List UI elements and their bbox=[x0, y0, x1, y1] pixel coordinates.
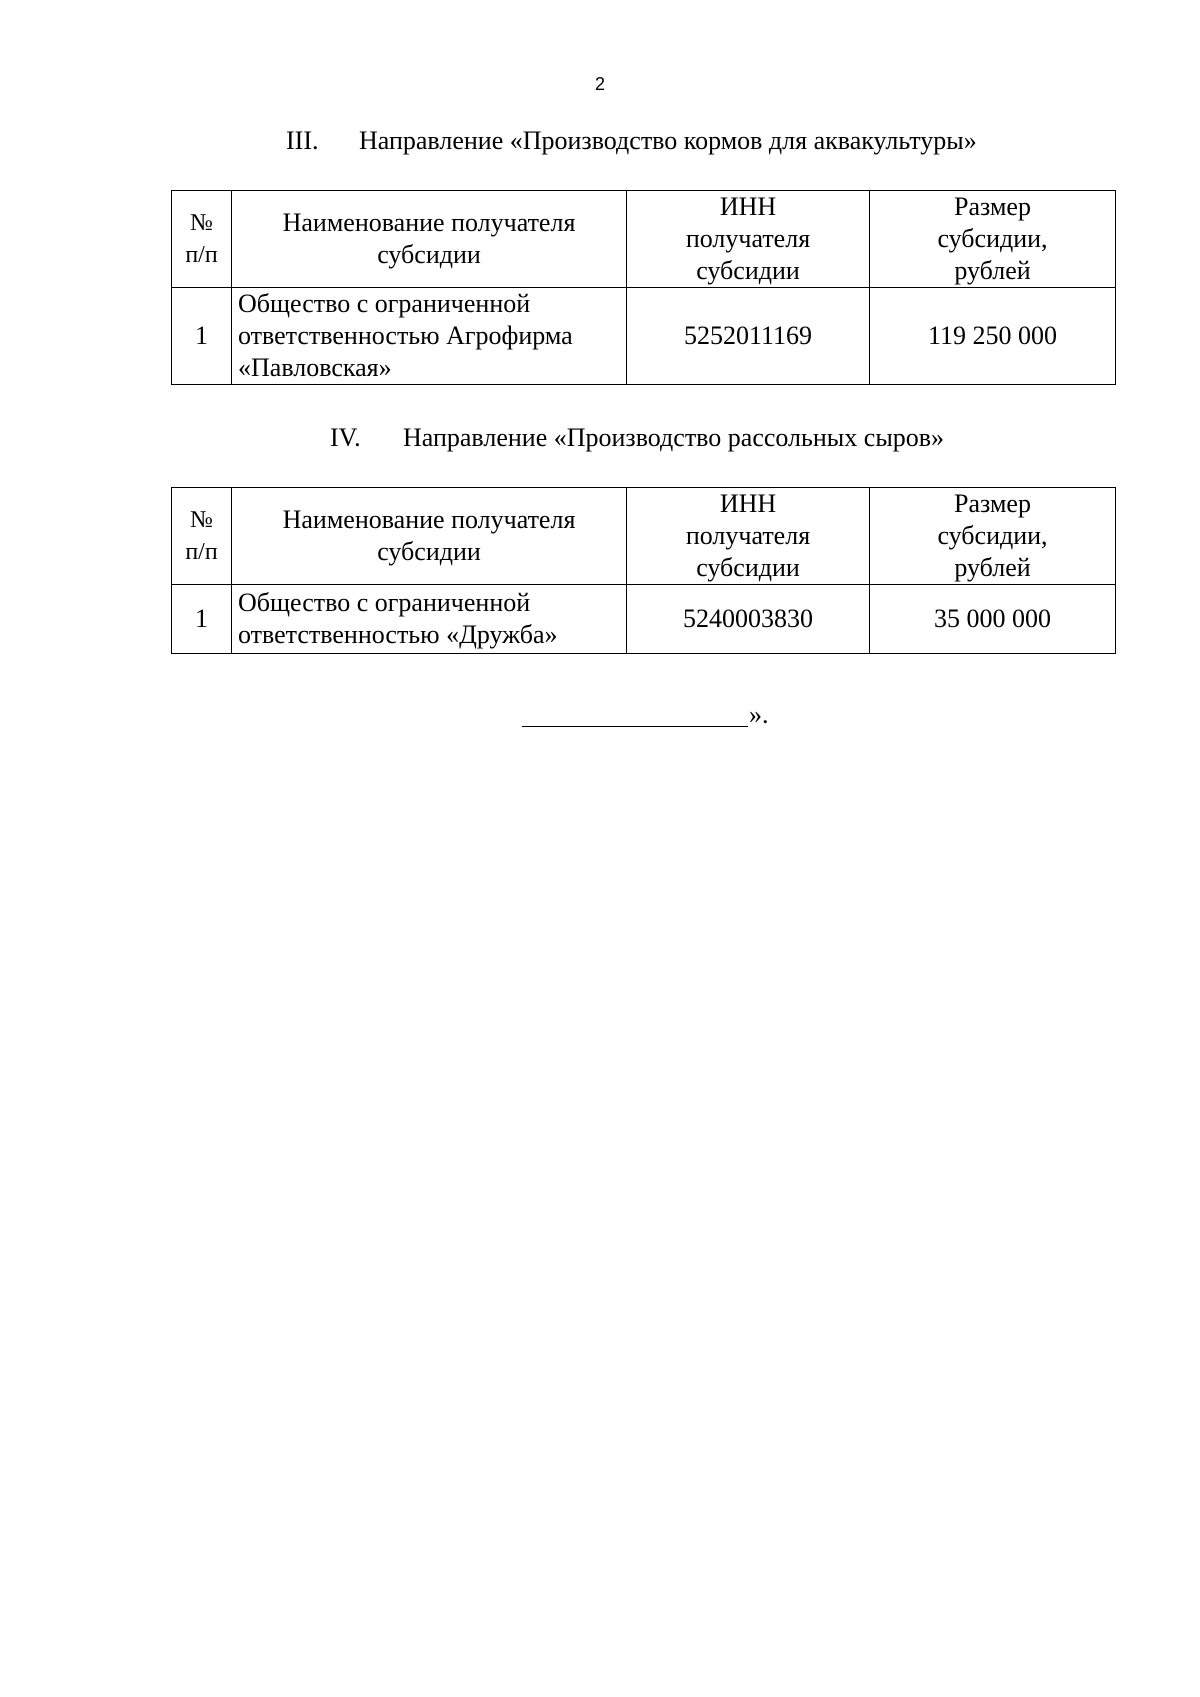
table-row bbox=[172, 288, 1116, 385]
cell-inn: 5252011169 bbox=[627, 288, 870, 385]
header-name-label: Наименование получателя субсидии bbox=[282, 505, 576, 566]
header-inn bbox=[627, 191, 870, 288]
cell-amount: 119 250 000 bbox=[870, 288, 1116, 385]
header-name bbox=[232, 191, 627, 288]
header-amount-label: Размер субсидии, рублей bbox=[937, 489, 1048, 582]
header-num-label: № п/п bbox=[185, 507, 218, 565]
section-numeral: III. bbox=[286, 126, 319, 155]
header-num-label: № п/п bbox=[185, 210, 218, 268]
signature-underline bbox=[522, 706, 748, 727]
header-inn-label: ИНН получателя субсидии bbox=[685, 192, 811, 285]
cell-name-text: Общество с ограниченной ответственностью Агрофирма «Павловская» bbox=[238, 289, 573, 382]
page-number: 2 bbox=[594, 74, 605, 94]
section-title: Направление «Производство кормов для аквакультуры» bbox=[359, 126, 977, 155]
cell-num: 1 bbox=[172, 585, 232, 654]
cell-name bbox=[232, 585, 627, 654]
header-name-label: Наименование получателя субсидии bbox=[282, 208, 576, 269]
header-inn bbox=[627, 488, 870, 585]
table-header-row bbox=[172, 488, 1116, 585]
cell-name-text: Общество с ограниченной ответственностью «Дружба» bbox=[238, 588, 558, 649]
closing-quote: ». bbox=[749, 700, 769, 729]
subsidy-table-iii bbox=[171, 190, 1116, 385]
table-row bbox=[172, 585, 1116, 654]
header-inn-label: ИНН получателя субсидии bbox=[685, 489, 811, 582]
cell-num: 1 bbox=[172, 288, 232, 385]
header-amount bbox=[870, 488, 1116, 585]
header-num bbox=[172, 488, 232, 585]
subsidy-table-iv bbox=[171, 487, 1116, 654]
header-amount-label: Размер субсидии, рублей bbox=[937, 192, 1048, 285]
section-title: Направление «Производство рассольных сыров» bbox=[403, 423, 945, 452]
header-name bbox=[232, 488, 627, 585]
cell-amount: 35 000 000 bbox=[870, 585, 1116, 654]
cell-name bbox=[232, 288, 627, 385]
header-num bbox=[172, 191, 232, 288]
section-numeral: IV. bbox=[330, 423, 361, 452]
table-header-row bbox=[172, 191, 1116, 288]
cell-inn: 5240003830 bbox=[627, 585, 870, 654]
header-amount bbox=[870, 191, 1116, 288]
